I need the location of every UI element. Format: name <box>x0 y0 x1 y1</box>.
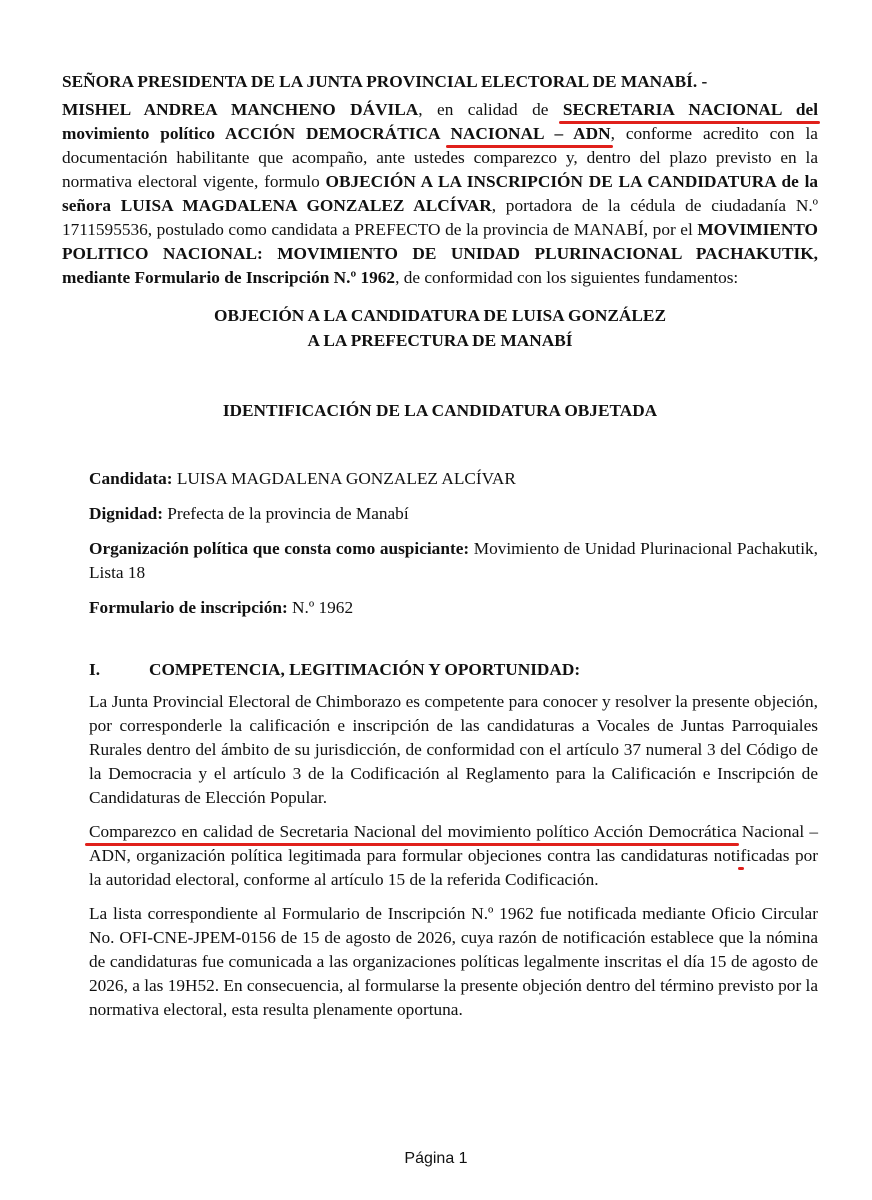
field-value: LUISA MAGDALENA GONZALEZ ALCÍVAR <box>172 469 516 488</box>
intro-paragraph <box>62 98 818 290</box>
petitioner-name: MISHEL ANDREA MANCHENO DÁVILA <box>62 100 419 119</box>
field-value: Movimiento de Unidad Plurinacional Pachakutik, Lista 18 <box>89 539 818 582</box>
legitimation-text: organización política legitimada para formular objeciones contra las candidaturas notificadas por la autoridad electoral, conforme al artículo 15 de la referida Codificación. <box>89 846 818 889</box>
objection-text: OBJECIÓN A LA INSCRIPCIÓN DE LA CANDIDATURA de la señora LUISA MAGDALENA GONZALEZ ALCÍVAR <box>62 172 819 215</box>
field-candidate <box>89 467 818 491</box>
competence-paragraph: La Junta Provincial Electoral de Chimborazo es competente para conocer y resolver la presente objeción, por corresponderle la calificación e inscripción de las candidaturas a Vocales de Juntas Parroquiales Rurales dentro del ámbito de su jurisdicción, de conformidad con el artículo 37 numeral 3 del Código de la Democracia y el artículo 3 de la Codificación al Reglamento para la Calificación e Inscripción de Candidaturas de Elección Popular. <box>89 692 818 807</box>
title-line-2: A LA PREFECTURA DE MANABÍ <box>307 331 573 350</box>
section-competence <box>62 658 818 1022</box>
movement-text: MOVIMIENTO POLITICO NACIONAL: MOVIMIENTO DE UNIDAD PLURINACIONAL PACHAKUTIK, mediante Formulario de Inscripción N.º 1962 <box>62 220 818 287</box>
salutation: SEÑORA PRESIDENTA DE LA JUNTA PROVINCIAL ELECTORAL DE MANABÍ. - <box>62 72 708 91</box>
title-line-1: OBJECIÓN A LA CANDIDATURA DE LUISA GONZÁLEZ <box>214 306 666 325</box>
legitimation-highlight-1: Comparezco en calidad de Secretaria Nacional del movimiento político Acción Democrática <box>89 822 737 841</box>
field-form <box>89 596 818 620</box>
document-title <box>62 303 818 353</box>
intro-text-4: , de conformidad con los siguientes fundamentos: <box>395 268 739 287</box>
field-label: Organización política que consta como auspiciante: <box>89 539 470 558</box>
intro-text-3: , portadora de la cédula de ciudadanía N.º 1711595536, postulado como candidata a PREFECTO de la provincia de MANABÍ, por el <box>62 196 818 239</box>
section-number: I. <box>89 660 101 679</box>
timeliness-paragraph: La lista correspondiente al Formulario de Inscripción N.º 1962 fue notificada mediante Oficio Circular No. OFI-CNE-JPEM-0156 de 15 de agosto de 2026, cuya razón de notificación establece que la nómina de candidaturas fue comunicada a las organizaciones políticas legalmente inscritas el día 15 de agosto de 2026, a las 19H52. En consecuencia, al formularse la presente objeción dentro del término previsto por la normativa electoral, esta resulta plenamente oportuna. <box>89 904 818 1019</box>
section-title: COMPETENCIA, LEGITIMACIÓN Y OPORTUNIDAD: <box>149 660 581 679</box>
field-label: Formulario de inscripción: <box>89 598 288 617</box>
identification-heading: IDENTIFICACIÓN DE LA CANDIDATURA OBJETADA <box>222 401 658 420</box>
candidate-fields <box>62 467 818 620</box>
field-organization <box>89 537 818 585</box>
role-text-b: movimiento político ACCIÓN DEMOCRÁTICA <box>62 124 451 143</box>
page-number: Página 1 <box>404 1150 468 1167</box>
field-label: Candidata: <box>89 469 173 488</box>
intro-text-2: , conforme acredito con la documentación habilitante que acompaño, ante ustedes comparezco y, dentro del plazo previsto en la normativa electoral vigente, formulo <box>62 124 818 191</box>
legitimation-paragraph <box>89 820 818 892</box>
field-label: Dignidad: <box>89 504 163 523</box>
document-page <box>62 70 818 1032</box>
role-highlight-c: NACIONAL – ADN <box>450 124 611 143</box>
legitimation-highlight-2: Nacional – ADN, <box>89 822 818 865</box>
role-highlight-a: SECRETARIA NACIONAL del <box>562 100 818 119</box>
field-value: Prefecta de la provincia de Manabí <box>162 504 409 523</box>
intro-text-1: , en calidad de <box>418 100 563 119</box>
field-dignity <box>89 502 818 526</box>
field-value: N.º 1962 <box>287 598 354 617</box>
section-heading <box>89 658 818 682</box>
